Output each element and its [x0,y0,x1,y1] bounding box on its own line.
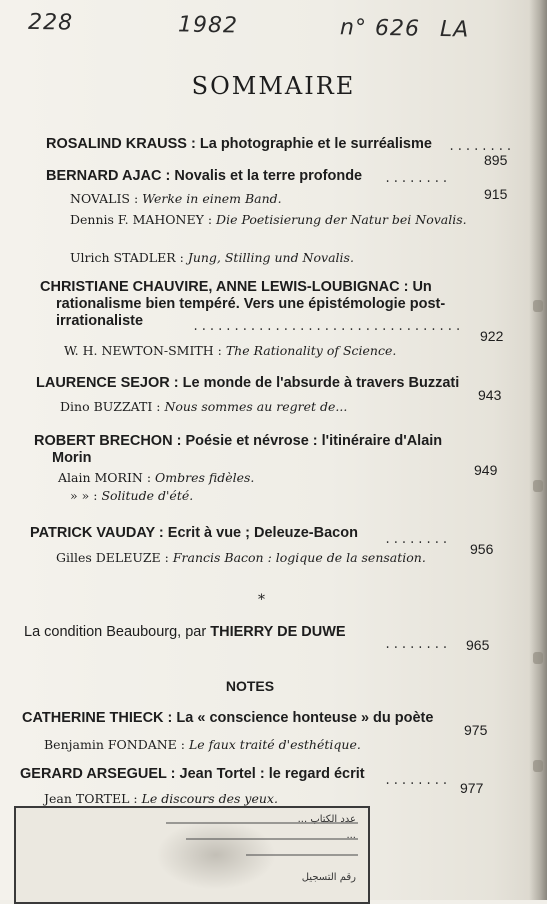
sub-work: The Rationality of Science. [225,343,397,358]
toc-entry-main: ROSALIND KRAUSS : La photographie et le surréalisme [46,136,432,152]
toc-entry-main: LAURENCE SEJOR : Le monde de l'absurde à travers Buzzati [36,375,460,391]
toc-entry-main: ROBERT BRECHON : Poésie et névrose : l'itinéraire d'Alain [34,433,443,449]
toc-entry-main: PATRICK VAUDAY : Ecrit à vue ; Deleuze-Bacon [30,525,358,541]
section-heading-notes: NOTES [225,678,275,694]
sub-author: Dino BUZZATI [60,399,153,414]
sub-entry: Jean TORTEL : Le discours des yeux. [44,791,278,806]
sub-author: NOVALIS [70,191,130,206]
sub-author: Ulrich STADLER [70,250,176,265]
toc-entry-main [24,624,346,641]
sub-entry: NOVALIS : Werke in einem Band. [70,191,282,206]
sub-work: Jung, Stilling und Novalis. [187,250,354,265]
leader-dots: ................................. [192,320,463,334]
margin-mark [533,760,543,772]
sub-work: Francis Bacon : logique de la sensation. [172,550,426,565]
sub-work: Die Poetisierung der Natur bei Novalis. [216,212,467,227]
page-number: 922 [480,328,504,344]
page-number: 949 [474,462,498,478]
entry-author: THIERRY DE DUWE [210,624,346,640]
handwritten-annotation [28,4,508,52]
toc-entry-main-cont: Morin [52,450,92,466]
entry-title: Novalis et la terre profonde [174,168,363,184]
margin-mark [533,300,543,312]
sub-author: Gilles DELEUZE [56,550,161,565]
sub-entry: » » : Solitude d'été. [70,488,194,503]
entry-title: Ecrit à vue ; Deleuze-Bacon [167,525,358,541]
toc-entry-main-cont: irrationaliste [56,313,144,329]
entry-author: CATHERINE THIECK [22,710,164,726]
page-number: 915 [484,186,508,202]
toc-entry-main: GERARD ARSEGUEL : Jean Tortel : le regard écrit [20,766,365,782]
entry-author: PATRICK VAUDAY [30,525,155,541]
sub-work: Le faux traité d'esthétique. [188,737,361,752]
handwritten-issue: n° 626 [339,15,421,42]
sub-author: Benjamin FONDANE [44,737,177,752]
entry-title: La photographie et le surréalisme [199,136,432,152]
stamp-rule [246,854,358,856]
handwritten-initials: LA [439,17,470,43]
handwritten-number: 228 [27,9,74,36]
sub-work: Solitude d'été. [101,488,194,503]
leader-dots: ........ [384,774,450,788]
sub-entry: Alain MORIN : Ombres fidèles. [58,470,255,485]
entry-author: LAURENCE SEJOR [36,375,170,391]
library-stamp [14,806,370,904]
sub-work: Nous sommes au regret de... [164,399,348,414]
leader-dots: ........ [384,638,450,652]
sub-entry: Dennis F. MAHONEY : Die Poetisierung der Natur bei Novalis. [70,212,467,227]
sub-entry: W. H. NEWTON-SMITH : The Rationality of Science. [64,343,397,358]
entry-author: ROSALIND KRAUSS [46,136,187,152]
sub-work: Le discours des yeux. [141,791,278,806]
sub-author: Jean TORTEL [44,791,130,806]
entry-title: Jean Tortel : le regard écrit [179,766,365,782]
toc-entry-main: CATHERINE THIECK : La « conscience honteuse » du poète [22,710,434,726]
page-number: 977 [460,780,484,796]
sub-entry: Ulrich STADLER : Jung, Stilling und Novalis. [70,250,354,265]
entry-author: ROBERT BRECHON [34,433,173,449]
sub-entry: Benjamin FONDANE : Le faux traité d'esthétique. [44,737,361,752]
page-title: SOMMAIRE [191,72,356,100]
entry-title: Le monde de l'absurde à travers Buzzati [182,375,460,391]
toc-entry-main: BERNARD AJAC : Novalis et la terre profonde [46,168,363,184]
stamp-text: رقم التسجيل [301,872,356,883]
leader-dots: ........ [448,140,514,154]
margin-mark [533,652,543,664]
page-number: 956 [470,541,494,557]
page-number: 895 [484,152,508,168]
handwritten-year: 1982 [177,12,239,39]
margin-mark [533,480,543,492]
sub-author: » » [70,488,90,503]
stamp-rule [186,838,358,840]
page-number: 975 [464,722,488,738]
leader-dots: ........ [384,172,450,186]
entry-title: La « conscience honteuse » du poète [176,710,434,726]
toc-entry-main-cont: rationalisme bien tempéré. Vers une épistémologie post- [56,296,446,312]
page-number: 965 [466,637,490,653]
sub-entry: Dino BUZZATI : Nous sommes au regret de... [60,399,348,414]
page-number: 943 [478,387,502,403]
section-separator: * [258,592,265,608]
sub-work: Werke in einem Band. [142,191,282,206]
sub-author: Alain MORIN [58,470,143,485]
sub-entry: Gilles DELEUZE : Francis Bacon : logique de la sensation. [56,550,426,565]
entry-author: GERARD ARSEGUEL [20,766,167,782]
toc-entry-main: CHRISTIANE CHAUVIRE, ANNE LEWIS-LOUBIGNAC : Un [40,279,432,295]
entry-author: BERNARD AJAC [46,168,162,184]
sub-author: Dennis F. MAHONEY [70,212,204,227]
entry-title: Poésie et névrose : l'itinéraire d'Alain [185,433,443,449]
entry-title: La condition Beaubourg, par [24,624,207,640]
stamp-text: ... [346,830,356,841]
stamp-text: عدد الكتاب ... [297,814,356,825]
entry-title: Un [412,279,432,295]
sub-work: Ombres fidèles. [155,470,255,485]
sub-author: W. H. NEWTON-SMITH [64,343,214,358]
leader-dots: ........ [384,533,450,547]
entry-author: CHRISTIANE CHAUVIRE, ANNE LEWIS-LOUBIGNAC [40,279,400,295]
